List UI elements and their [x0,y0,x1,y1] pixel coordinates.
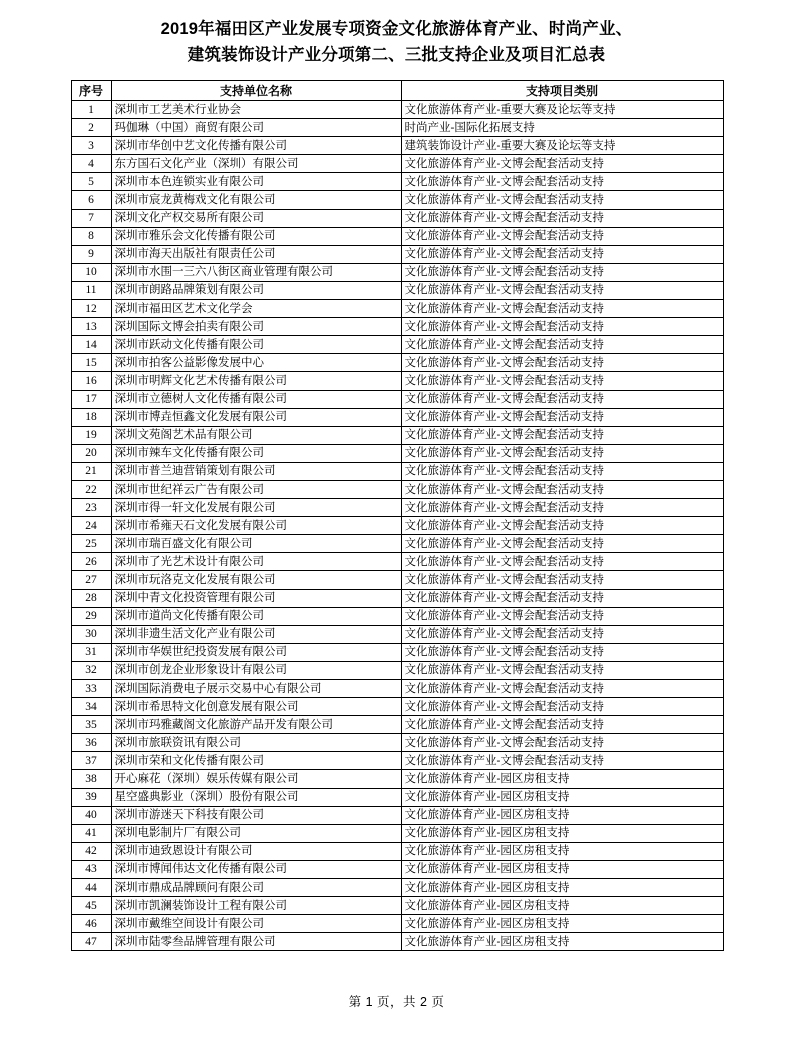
cell-no: 39 [71,788,111,806]
cell-project-type: 文化旅游体育产业-文博会配套活动支持 [401,263,723,281]
cell-unit-name: 深圳市本色连锁实业有限公司 [111,173,401,191]
cell-unit-name: 深圳国际文博会拍卖有限公司 [111,318,401,336]
table-row [71,119,723,137]
table-row [71,137,723,155]
cell-unit-name: 玛伽琳（中国）商贸有限公司 [111,119,401,137]
cell-unit-name: 深圳市明辉文化艺术传播有限公司 [111,372,401,390]
cell-unit-name: 深圳市玩洛克文化发展有限公司 [111,571,401,589]
cell-unit-name: 深圳非遗生活文化产业有限公司 [111,625,401,643]
cell-unit-name: 深圳市雅乐会文化传播有限公司 [111,227,401,245]
cell-no: 9 [71,245,111,263]
cell-unit-name: 深圳市希思特文化创意发展有限公司 [111,698,401,716]
table-row [71,354,723,372]
table-body [71,101,723,951]
cell-unit-name: 深圳市海天出版社有限责任公司 [111,245,401,263]
column-header-name: 支持单位名称 [111,81,401,101]
table-row [71,173,723,191]
page-title [0,0,793,68]
table-row [71,607,723,625]
cell-unit-name: 深圳市鼎成品牌顾问有限公司 [111,879,401,897]
cell-unit-name: 深圳文化产权交易所有限公司 [111,209,401,227]
table-row [71,209,723,227]
cell-unit-name: 深圳市道尚文化传播有限公司 [111,607,401,625]
cell-no: 44 [71,879,111,897]
table-row [71,770,723,788]
table-header-row [71,81,723,101]
cell-project-type: 建筑装饰设计产业-重要大赛及论坛等支持 [401,137,723,155]
cell-no: 4 [71,155,111,173]
cell-project-type: 文化旅游体育产业-文博会配套活动支持 [401,245,723,263]
cell-no: 25 [71,535,111,553]
cell-project-type: 文化旅游体育产业-文博会配套活动支持 [401,625,723,643]
cell-project-type: 文化旅游体育产业-文博会配套活动支持 [401,426,723,444]
cell-no: 20 [71,444,111,462]
cell-no: 28 [71,589,111,607]
cell-unit-name: 深圳市创龙企业形象设计有限公司 [111,661,401,679]
cell-project-type: 文化旅游体育产业-文博会配套活动支持 [401,680,723,698]
cell-project-type: 文化旅游体育产业-文博会配套活动支持 [401,318,723,336]
table-row [71,480,723,498]
cell-no: 32 [71,661,111,679]
cell-unit-name: 深圳市博闻伟达文化传播有限公司 [111,860,401,878]
table-row [71,680,723,698]
table-row [71,372,723,390]
cell-project-type: 文化旅游体育产业-园区房租支持 [401,897,723,915]
cell-project-type: 文化旅游体育产业-文博会配套活动支持 [401,517,723,535]
table-row [71,915,723,933]
cell-project-type: 文化旅游体育产业-园区房租支持 [401,824,723,842]
table-row [71,517,723,535]
table-row [71,535,723,553]
cell-project-type: 文化旅游体育产业-文博会配套活动支持 [401,209,723,227]
cell-no: 15 [71,354,111,372]
cell-no: 13 [71,318,111,336]
table-row [71,245,723,263]
cell-no: 17 [71,390,111,408]
table-row [71,860,723,878]
cell-project-type: 时尚产业-国际化拓展支持 [401,119,723,137]
cell-unit-name: 深圳市华创中艺文化传播有限公司 [111,137,401,155]
cell-no: 11 [71,281,111,299]
cell-unit-name: 深圳国际消费电子展示交易中心有限公司 [111,680,401,698]
cell-project-type: 文化旅游体育产业-文博会配套活动支持 [401,553,723,571]
cell-unit-name: 深圳市宸龙黄梅戏文化有限公司 [111,191,401,209]
table-row [71,571,723,589]
cell-project-type: 文化旅游体育产业-园区房租支持 [401,879,723,897]
cell-no: 19 [71,426,111,444]
cell-unit-name: 深圳电影制片厂有限公司 [111,824,401,842]
cell-unit-name: 深圳市瑞百盛文化有限公司 [111,535,401,553]
table-row [71,698,723,716]
cell-no: 31 [71,643,111,661]
cell-unit-name: 深圳市福田区艺术文化学会 [111,300,401,318]
summary-table [71,80,724,951]
cell-no: 3 [71,137,111,155]
cell-unit-name: 深圳市戴维空间设计有限公司 [111,915,401,933]
page-footer: 第 1 页，共 2 页 [348,995,445,1009]
table-row [71,227,723,245]
cell-no: 37 [71,752,111,770]
cell-no: 34 [71,698,111,716]
table-row [71,933,723,951]
cell-unit-name: 深圳市世纪祥云广告有限公司 [111,480,401,498]
summary-table-container [71,80,723,951]
cell-unit-name: 深圳市普兰迪营销策划有限公司 [111,462,401,480]
cell-project-type: 文化旅游体育产业-文博会配套活动支持 [401,227,723,245]
table-row [71,879,723,897]
cell-no: 26 [71,553,111,571]
table-row [71,155,723,173]
cell-unit-name: 深圳中青文化投资管理有限公司 [111,589,401,607]
table-row [71,191,723,209]
cell-project-type: 文化旅游体育产业-文博会配套活动支持 [401,716,723,734]
cell-project-type: 文化旅游体育产业-文博会配套活动支持 [401,607,723,625]
cell-unit-name: 深圳市拍客公益影像发展中心 [111,354,401,372]
cell-project-type: 文化旅游体育产业-文博会配套活动支持 [401,408,723,426]
cell-no: 30 [71,625,111,643]
cell-project-type: 文化旅游体育产业-文博会配套活动支持 [401,698,723,716]
table-row [71,643,723,661]
cell-project-type: 文化旅游体育产业-文博会配套活动支持 [401,444,723,462]
table-row [71,281,723,299]
table-row [71,408,723,426]
cell-unit-name: 深圳市希雍天石文化发展有限公司 [111,517,401,535]
table-row [71,589,723,607]
cell-unit-name: 深圳市了光艺术设计有限公司 [111,553,401,571]
table-row [71,842,723,860]
cell-unit-name: 深圳市旅联资讯有限公司 [111,734,401,752]
page-title-line-2: 建筑装饰设计产业分项第二、三批支持企业及项目汇总表 [187,46,606,64]
cell-project-type: 文化旅游体育产业-文博会配套活动支持 [401,643,723,661]
table-row [71,625,723,643]
cell-no: 24 [71,517,111,535]
cell-project-type: 文化旅游体育产业-文博会配套活动支持 [401,535,723,553]
cell-no: 46 [71,915,111,933]
cell-no: 16 [71,372,111,390]
table-row [71,318,723,336]
table-row [71,300,723,318]
cell-no: 10 [71,263,111,281]
cell-no: 18 [71,408,111,426]
table-row [71,824,723,842]
cell-project-type: 文化旅游体育产业-文博会配套活动支持 [401,281,723,299]
cell-no: 45 [71,897,111,915]
cell-project-type: 文化旅游体育产业-重要大赛及论坛等支持 [401,101,723,119]
cell-unit-name: 深圳市工艺美术行业协会 [111,101,401,119]
table-row [71,263,723,281]
table-row [71,806,723,824]
cell-unit-name: 深圳文苑阁艺术品有限公司 [111,426,401,444]
table-row [71,661,723,679]
cell-unit-name: 深圳市朗路品牌策划有限公司 [111,281,401,299]
cell-no: 1 [71,101,111,119]
cell-no: 27 [71,571,111,589]
table-row [71,553,723,571]
cell-project-type: 文化旅游体育产业-文博会配套活动支持 [401,390,723,408]
cell-project-type: 文化旅游体育产业-文博会配套活动支持 [401,191,723,209]
cell-unit-name: 深圳市凯澜装饰设计工程有限公司 [111,897,401,915]
table-row [71,897,723,915]
table-row [71,462,723,480]
cell-no: 12 [71,300,111,318]
cell-no: 21 [71,462,111,480]
cell-no: 41 [71,824,111,842]
table-row [71,101,723,119]
cell-no: 40 [71,806,111,824]
cell-no: 7 [71,209,111,227]
table-row [71,390,723,408]
cell-project-type: 文化旅游体育产业-文博会配套活动支持 [401,661,723,679]
cell-unit-name: 深圳市荣和文化传播有限公司 [111,752,401,770]
cell-unit-name: 深圳市立德树人文化传播有限公司 [111,390,401,408]
table-row [71,444,723,462]
table-row [71,716,723,734]
cell-unit-name: 深圳市得一轩文化发展有限公司 [111,499,401,517]
cell-project-type: 文化旅游体育产业-文博会配套活动支持 [401,480,723,498]
cell-project-type: 文化旅游体育产业-园区房租支持 [401,806,723,824]
table-row [71,426,723,444]
cell-unit-name: 深圳市陆零叁品牌管理有限公司 [111,933,401,951]
cell-project-type: 文化旅游体育产业-文博会配套活动支持 [401,499,723,517]
cell-unit-name: 东方国石文化产业（深圳）有限公司 [111,155,401,173]
cell-project-type: 文化旅游体育产业-文博会配套活动支持 [401,571,723,589]
cell-unit-name: 星空盛典影业（深圳）股份有限公司 [111,788,401,806]
cell-no: 38 [71,770,111,788]
cell-no: 8 [71,227,111,245]
cell-project-type: 文化旅游体育产业-园区房租支持 [401,842,723,860]
cell-unit-name: 深圳市博垚恒鑫文化发展有限公司 [111,408,401,426]
column-header-no: 序号 [71,81,111,101]
cell-no: 14 [71,336,111,354]
cell-no: 36 [71,734,111,752]
cell-project-type: 文化旅游体育产业-文博会配套活动支持 [401,589,723,607]
table-row [71,336,723,354]
cell-project-type: 文化旅游体育产业-文博会配套活动支持 [401,336,723,354]
cell-unit-name: 深圳市辣车文化传播有限公司 [111,444,401,462]
table-row [71,499,723,517]
cell-unit-name: 深圳市跃动文化传播有限公司 [111,336,401,354]
cell-no: 35 [71,716,111,734]
cell-unit-name: 深圳市玛雅藏阁文化旅游产品开发有限公司 [111,716,401,734]
cell-unit-name: 开心麻花（深圳）娱乐传媒有限公司 [111,770,401,788]
cell-project-type: 文化旅游体育产业-文博会配套活动支持 [401,462,723,480]
cell-project-type: 文化旅游体育产业-文博会配套活动支持 [401,734,723,752]
cell-no: 42 [71,842,111,860]
cell-no: 2 [71,119,111,137]
cell-project-type: 文化旅游体育产业-文博会配套活动支持 [401,300,723,318]
cell-no: 43 [71,860,111,878]
cell-no: 23 [71,499,111,517]
cell-no: 5 [71,173,111,191]
cell-no: 29 [71,607,111,625]
table-row [71,752,723,770]
cell-unit-name: 深圳市游迷天下科技有限公司 [111,806,401,824]
cell-no: 47 [71,933,111,951]
cell-no: 6 [71,191,111,209]
cell-project-type: 文化旅游体育产业-文博会配套活动支持 [401,354,723,372]
cell-project-type: 文化旅游体育产业-文博会配套活动支持 [401,173,723,191]
cell-unit-name: 深圳市水围一三六八街区商业管理有限公司 [111,263,401,281]
cell-project-type: 文化旅游体育产业-园区房租支持 [401,915,723,933]
cell-project-type: 文化旅游体育产业-文博会配套活动支持 [401,752,723,770]
table-row [71,788,723,806]
cell-project-type: 文化旅游体育产业-园区房租支持 [401,860,723,878]
page-title-line-1: 2019年福田区产业发展专项资金文化旅游体育产业、时尚产业、 [160,20,633,38]
cell-project-type: 文化旅游体育产业-文博会配套活动支持 [401,155,723,173]
column-header-type: 支持项目类别 [401,81,723,101]
cell-unit-name: 深圳市华娱世纪投资发展有限公司 [111,643,401,661]
table-row [71,734,723,752]
cell-project-type: 文化旅游体育产业-园区房租支持 [401,788,723,806]
cell-unit-name: 深圳市迪致恩设计有限公司 [111,842,401,860]
cell-no: 33 [71,680,111,698]
cell-no: 22 [71,480,111,498]
cell-project-type: 文化旅游体育产业-文博会配套活动支持 [401,372,723,390]
cell-project-type: 文化旅游体育产业-园区房租支持 [401,933,723,951]
cell-project-type: 文化旅游体育产业-园区房租支持 [401,770,723,788]
